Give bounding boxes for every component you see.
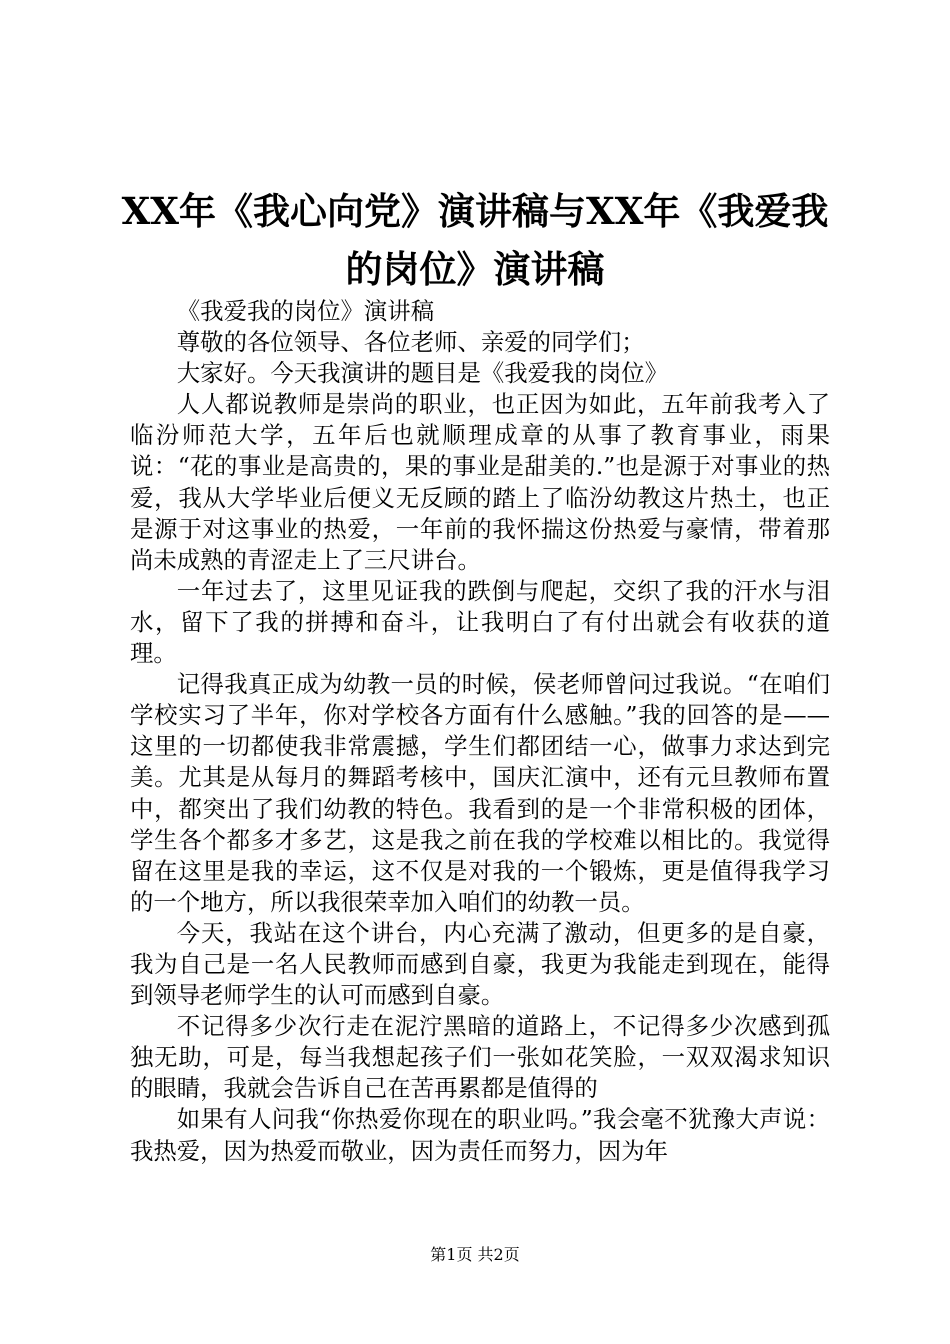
- page-footer: 第1页 共2页: [430, 1245, 520, 1264]
- paragraph: 不记得多少次行走在泥泞黑暗的道路上，不记得多少次感到孤独无助，可是，每当我想起孩子们一张如花笑脸，一双双渴求知识的眼睛，我就会告诉自己在苦再累都是值得的: [130, 1012, 830, 1103]
- paragraph: 大家好。今天我演讲的题目是《我爱我的岗位》: [176, 359, 668, 388]
- paragraph: 一年过去了，这里见证我的跌倒与爬起，交织了我的汗水与泪水，留下了我的拼搏和奋斗，让我明白了有付出就会有收获的道理。: [130, 576, 830, 668]
- paragraph: 尊敬的各位领导、各位老师、亲爱的同学们；: [176, 328, 645, 357]
- document-title: XX年《我心向党》演讲稿与XX年《我爱我的岗位》演讲稿: [121, 189, 829, 291]
- paragraph: 《我爱我的岗位》演讲稿: [176, 297, 435, 325]
- paragraph: 记得我真正成为幼教一员的时候，侯老师曾问过我说。“在咱们学校实习了半年，你对学校各方面有什么感触。”我的回答的是——这里的一切都使我非常震撼，学生们都团结一心，做事力求达到完美。尤其是从每月的舞蹈考核中，国庆汇演中，还有元旦教师布置中，都突出了我们幼教的特色。我看到的是一个非常积极的团体，学生各个都多才多艺，这是我之前在我的学校难以相比的。我觉得留在这里是我的幸运，这不仅是对我的一个锻炼，更是值得我学习的一个地方，所以我很荣幸加入咱们的幼教一员。: [130, 670, 830, 916]
- paragraph: 人人都说教师是崇尚的职业，也正因为如此，五年前我考入了临汾师范大学，五年后也就顺理成章的从事了教育事业，雨果说：“花的事业是高贵的，果的事业是甜美的.”也是源于对事业的热爱，我从大学毕业后便义无反顾的踏上了临汾幼教这片热土，也正是源于对这事业的热爱，一年前的我怀揣这份热爱与豪情，带着那尚未成熟的青涩走上了三尺讲台。: [130, 390, 830, 574]
- paragraph: 今天，我站在这个讲台，内心充满了激动，但更多的是自豪，我为自己是一名人民教师而感到自豪，我更为我能走到现在，能得到领导老师学生的认可而感到自豪。: [130, 918, 830, 1010]
- paragraph: 如果有人问我“你热爱你现在的职业吗。”我会毫不犹豫大声说：我热爱，因为热爱而敬业，因为责任而努力，因为年: [130, 1105, 830, 1165]
- document-body: [130, 296, 830, 1167]
